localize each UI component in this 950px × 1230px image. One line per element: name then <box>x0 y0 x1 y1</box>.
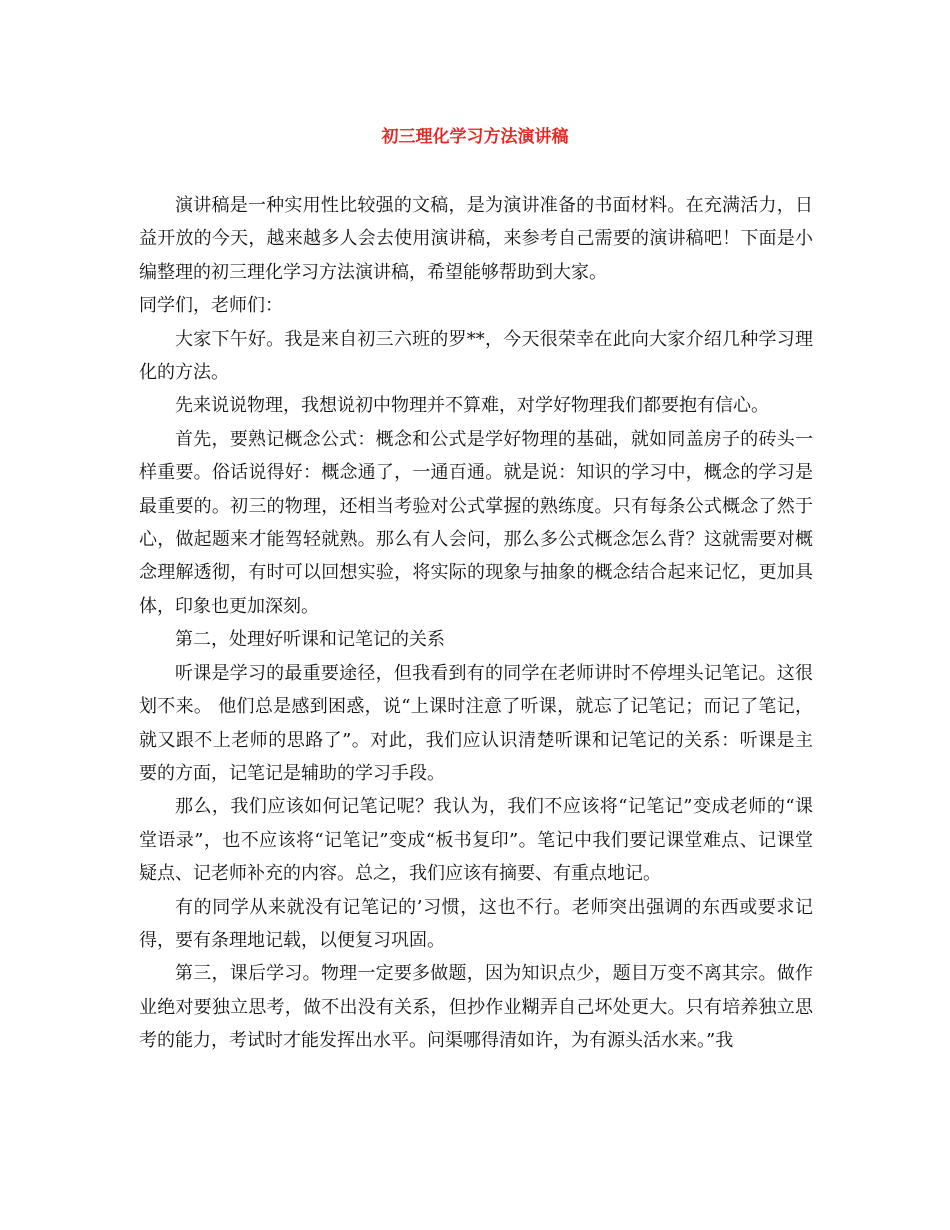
paragraph-first-point: 首先，要熟记概念公式：概念和公式是学好物理的基础，就如同盖房子的砖头一样重要。俗话说得好：概念通了，一通百通。就是说：知识的学习中，概念的学习是最重要的。初三的物理，还相当考验对公式掌握的熟练度。只有每条公式概念了然于心，做起题来才能驾轻就熟。那么有人会问，那么多公式概念怎么背？这就需要对概念理解透彻，有时可以回想实验，将实际的现象与抽象的概念结合起来记忆，更加具体，印象也更加深刻。 <box>139 428 813 617</box>
paragraph-note-taking: 那么，我们应该如何记笔记呢？我认为，我们不应该将“记笔记”变成老师的“课堂语录”，也不应该将“记笔记”变成“板书复印”。笔记中我们要记课堂难点、记课堂疑点、记老师补充的内容。总之，我们应该有摘要、有重点地记。 <box>139 796 813 885</box>
paragraph-physics-opening: 先来说说物理，我想说初中物理并不算难，对学好物理我们都要抱有信心。 <box>175 395 769 417</box>
document-body <box>139 189 813 1058</box>
paragraph-self-introduction: 大家下午好。我是来自初三六班的罗**，今天很荣幸在此向大家介绍几种学习理化的方法。 <box>139 328 813 384</box>
paragraph-greeting: 同学们，老师们： <box>139 295 283 317</box>
paragraph-intro: 演讲稿是一种实用性比较强的文稿，是为演讲准备的书面材料。在充满活力，日益开放的今天，越来越多人会去使用演讲稿，来参考自己需要的演讲稿吧！下面是小编整理的初三理化学习方法演讲稿，希望能够帮助到大家。 <box>139 195 813 283</box>
paragraph-second-point-heading: 第二，处理好听课和记笔记的关系 <box>175 629 445 651</box>
paragraph-note-habits: 有的同学从来就没有记笔记的’习惯，这也不行。老师突出强调的东西或要求记得，要有条理地记载，以便复习巩固。 <box>139 896 813 951</box>
paragraph-third-point: 第三，课后学习。物理一定要多做题，因为知识点少，题目万变不离其宗。做作业绝对要独立思考，做不出没有关系，但抄作业糊弄自己坏处更大。只有培养独立思考的能力，考试时才能发挥出水平。问渠哪得清如许，为有源头活水来。”我 <box>139 963 813 1052</box>
paragraph-listening: 听课是学习的最重要途径，但我看到有的同学在老师讲时不停埋头记笔记。这很划不来。 他们总是感到困惑，说“上课时注意了听课，就忘了记笔记；而记了笔记，就又跟不上老师的思路了”。对此，我们应认识清楚听课和记笔记的关系：听课是主要的方面，记笔记是辅助的学习手段。 <box>139 662 813 784</box>
document-title: 初三理化学习方法演讲稿 <box>381 127 569 147</box>
